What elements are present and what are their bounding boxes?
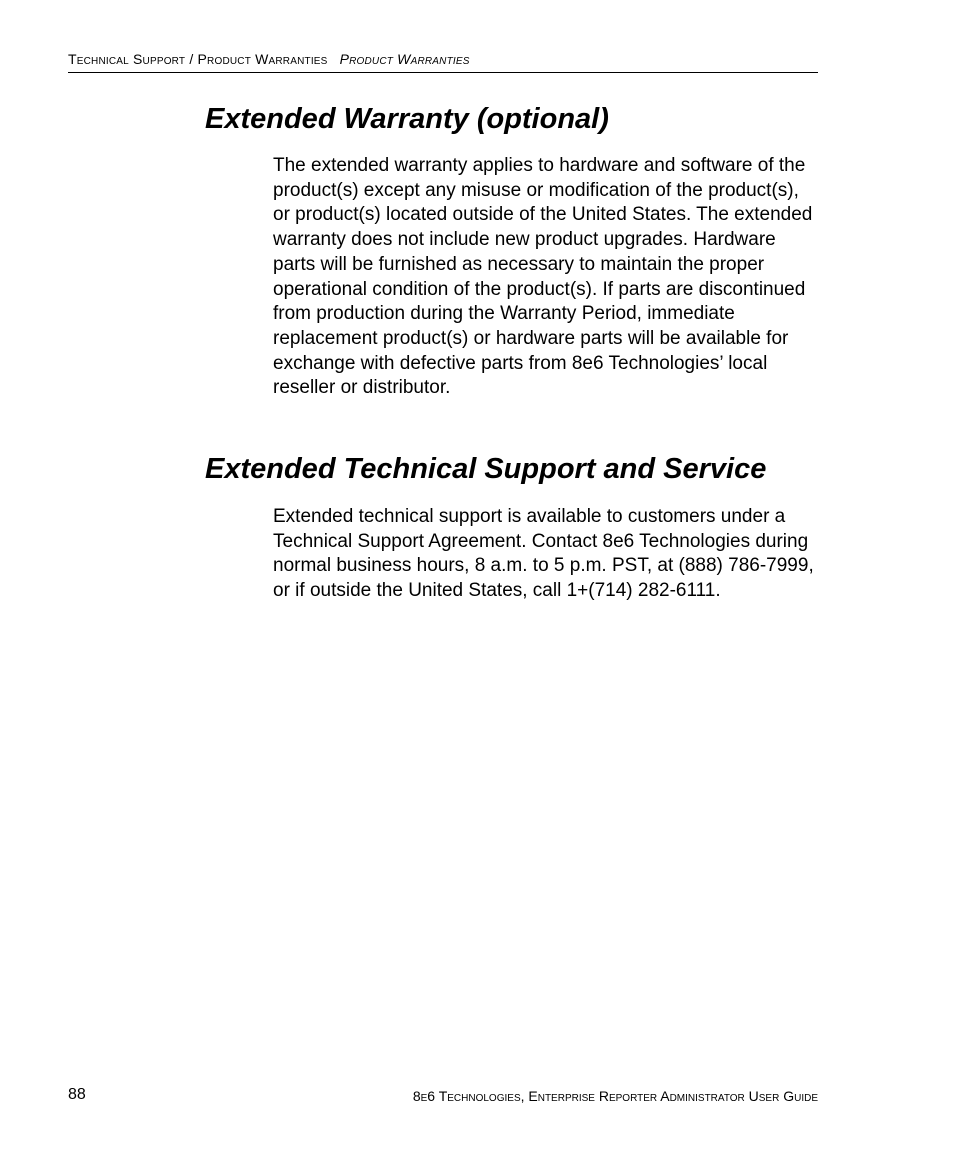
page-number: 88 — [68, 1086, 86, 1103]
running-header-section: Product Warranties — [339, 51, 470, 67]
running-header — [68, 49, 818, 69]
section-body-extended-support: Extended technical support is available to customers under a Technical Support Agreement. Contact 8e6 Technologies during normal business hours, 8 a.m. to 5 p.m. PST, at (888) 786-7999, or if outside the United States, call 1+(714) 282-6111. — [273, 506, 814, 602]
section-heading-extended-warranty: Extended Warranty (optional) — [205, 103, 609, 135]
running-footer: 8e6 Technologies, Enterprise Reporter Administrator User Guide — [412, 1088, 818, 1104]
header-rule — [68, 72, 818, 73]
section-body-extended-warranty: The extended warranty applies to hardware and software of the product(s) except any misuse or modification of the product(s), or product(s) located outside of the United States. The extended warranty does not include new product upgrades. Hardware parts will be furnished as necessary to maintain the proper operational condition of the product(s). If parts are discontinued from production during the Warranty Period, immediate replacement product(s) or hardware parts will be available for exchange with defective parts from 8e6 Technologies’ local reseller or distributor. — [273, 155, 813, 399]
section-heading-extended-support: Extended Technical Support and Service — [205, 453, 767, 485]
running-header-chapter: Technical Support / Product Warranties — [68, 51, 328, 67]
